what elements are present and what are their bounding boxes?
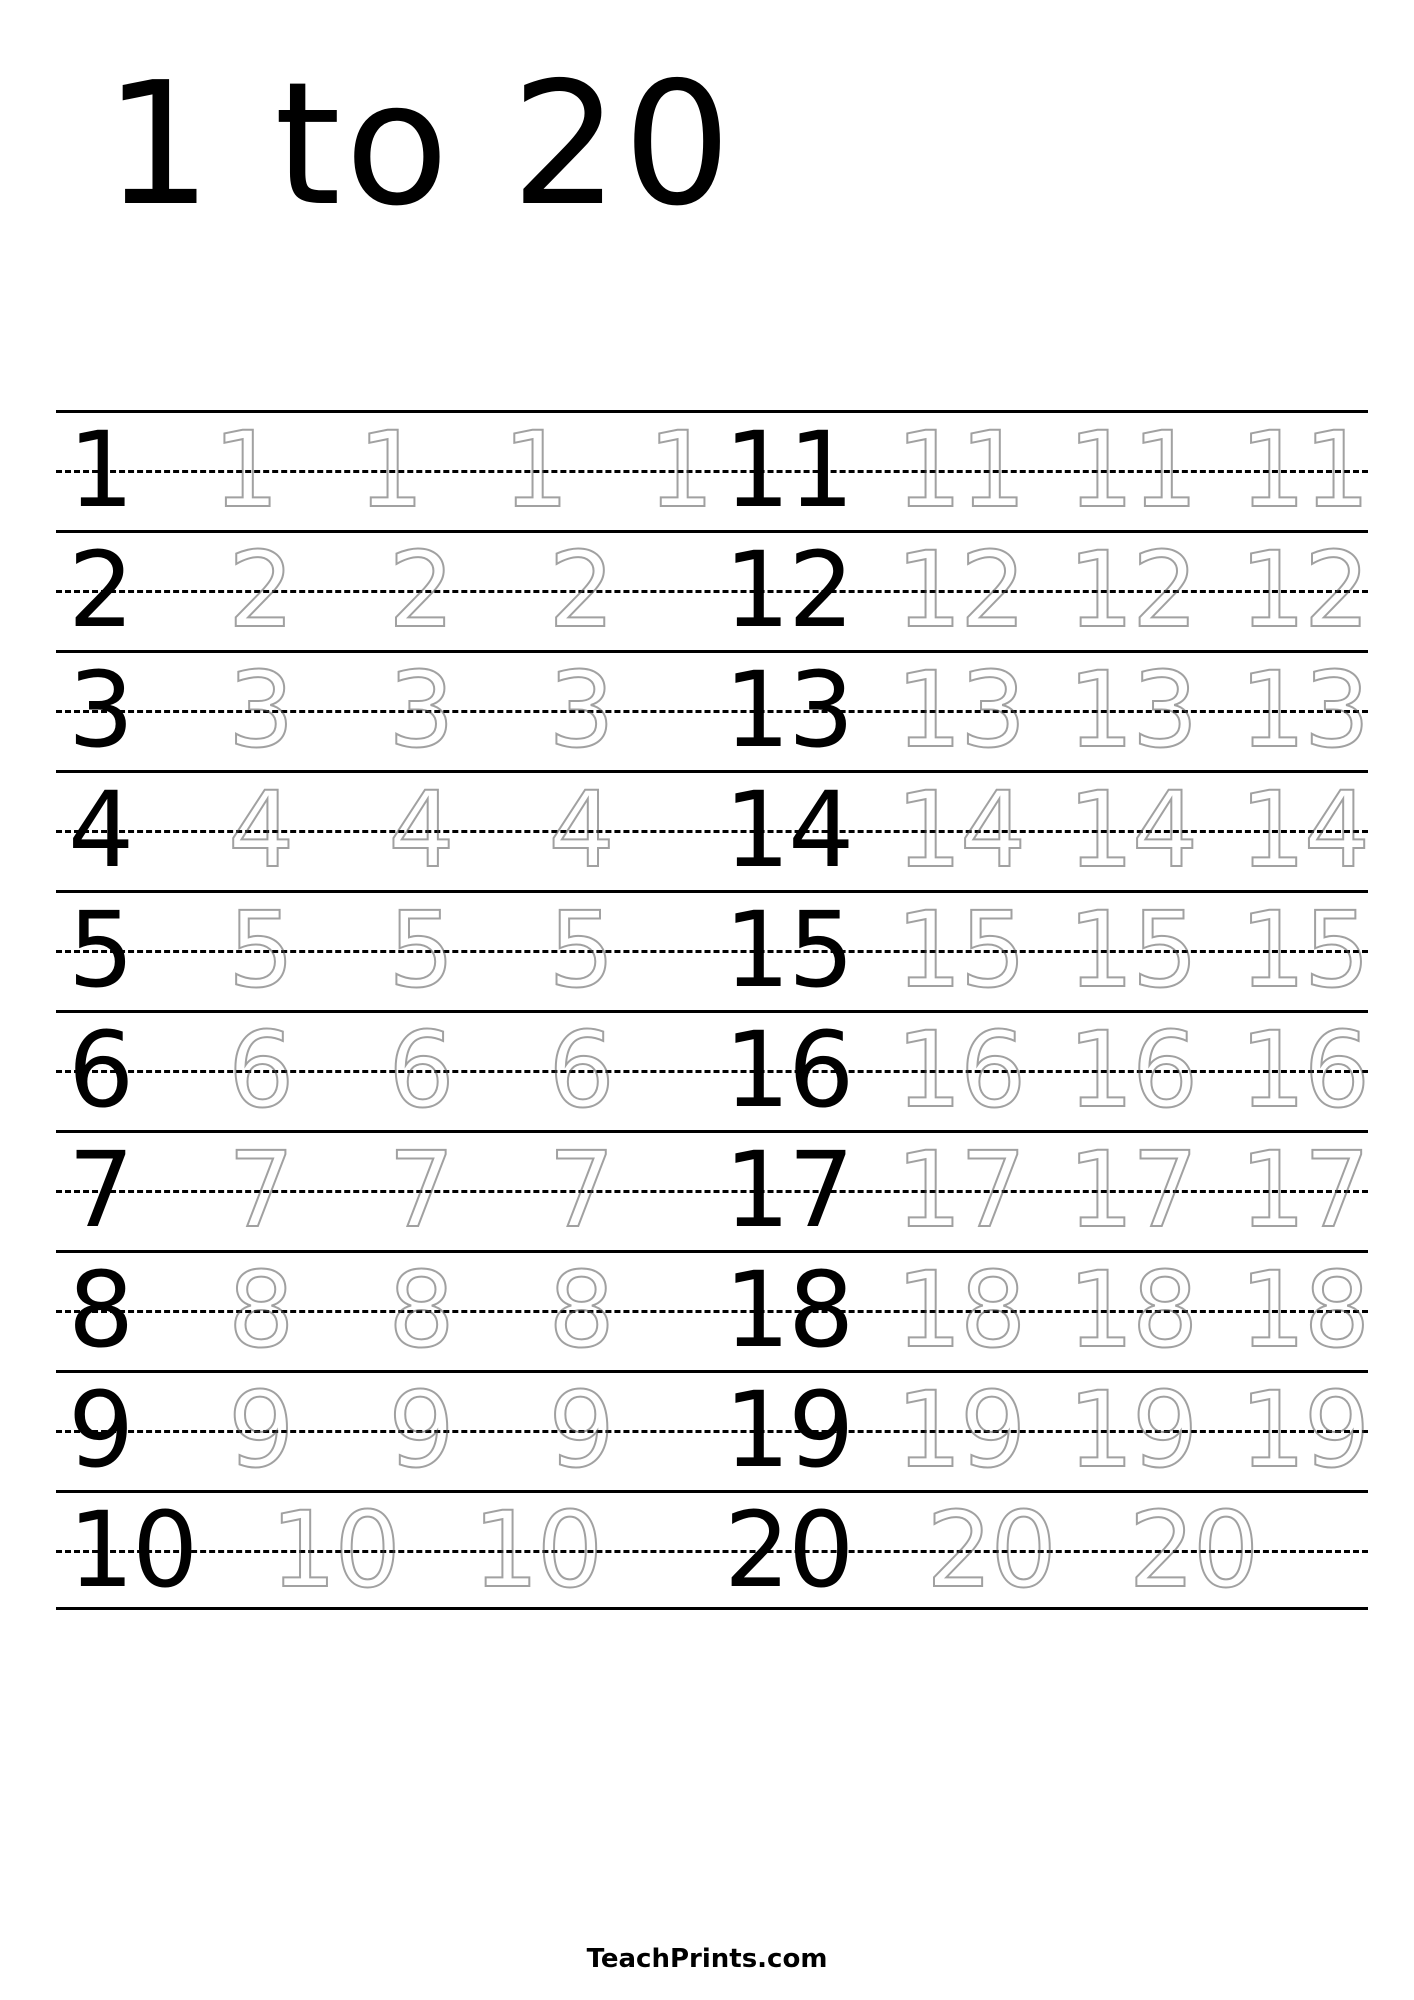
glyph-strip bbox=[56, 410, 712, 530]
trace-number[interactable]: 16 bbox=[1067, 1009, 1197, 1131]
glyph-strip bbox=[712, 410, 1368, 530]
trace-number[interactable]: 6 bbox=[548, 1009, 613, 1131]
trace-number[interactable]: 19 bbox=[895, 1369, 1025, 1491]
trace-number[interactable]: 4 bbox=[548, 769, 613, 891]
trace-number[interactable]: 18 bbox=[1067, 1249, 1197, 1371]
tracing-row bbox=[56, 1250, 1368, 1370]
model-number: 6 bbox=[68, 1009, 133, 1131]
tracing-rows bbox=[56, 410, 1368, 1610]
tracing-row bbox=[56, 410, 1368, 530]
row-half-left bbox=[56, 1490, 712, 1610]
row-half-right bbox=[712, 650, 1368, 770]
tracing-row bbox=[56, 530, 1368, 650]
trace-number[interactable]: 19 bbox=[1067, 1369, 1197, 1491]
row-half-right bbox=[712, 890, 1368, 1010]
trace-number[interactable]: 7 bbox=[388, 1129, 453, 1251]
trace-number[interactable]: 1 bbox=[357, 409, 423, 531]
trace-number[interactable]: 4 bbox=[228, 769, 293, 891]
row-half-left bbox=[56, 1010, 712, 1130]
model-number: 13 bbox=[724, 649, 853, 771]
trace-number[interactable]: 3 bbox=[228, 649, 293, 771]
trace-number[interactable]: 14 bbox=[1067, 769, 1197, 891]
trace-number[interactable]: 8 bbox=[228, 1249, 293, 1371]
trace-number[interactable]: 8 bbox=[548, 1249, 613, 1371]
trace-number[interactable]: 12 bbox=[1067, 529, 1197, 651]
glyph-strip bbox=[712, 1370, 1368, 1490]
model-number: 1 bbox=[68, 409, 133, 531]
glyph-strip bbox=[712, 890, 1368, 1010]
trace-number[interactable]: 1 bbox=[647, 409, 712, 531]
trace-number[interactable]: 11 bbox=[1239, 409, 1369, 531]
model-number: 20 bbox=[724, 1489, 853, 1611]
tracing-row bbox=[56, 1130, 1368, 1250]
row-half-left bbox=[56, 650, 712, 770]
row-half-right bbox=[712, 770, 1368, 890]
trace-number[interactable]: 17 bbox=[1067, 1129, 1197, 1251]
trace-number[interactable]: 20 bbox=[1128, 1489, 1258, 1611]
trace-number[interactable]: 6 bbox=[228, 1009, 293, 1131]
row-half-right bbox=[712, 1250, 1368, 1370]
tracing-row bbox=[56, 1010, 1368, 1130]
model-number: 10 bbox=[68, 1489, 197, 1611]
trace-number[interactable]: 2 bbox=[548, 529, 613, 651]
tracing-row bbox=[56, 890, 1368, 1010]
row-half-left bbox=[56, 1370, 712, 1490]
model-number: 2 bbox=[68, 529, 133, 651]
trace-number[interactable]: 10 bbox=[270, 1489, 399, 1611]
glyph-strip bbox=[56, 1130, 712, 1250]
row-half-left bbox=[56, 410, 712, 530]
trace-number[interactable]: 2 bbox=[388, 529, 453, 651]
trace-number[interactable]: 15 bbox=[1239, 889, 1369, 1011]
model-number: 12 bbox=[724, 529, 853, 651]
row-half-left bbox=[56, 890, 712, 1010]
tracing-row bbox=[56, 1370, 1368, 1490]
row-half-left bbox=[56, 770, 712, 890]
tracing-row bbox=[56, 1490, 1368, 1610]
trace-number[interactable]: 7 bbox=[228, 1129, 293, 1251]
model-number: 18 bbox=[724, 1249, 853, 1371]
trace-number[interactable]: 13 bbox=[1067, 649, 1197, 771]
trace-number[interactable]: 5 bbox=[548, 889, 613, 1011]
trace-number[interactable]: 17 bbox=[1239, 1129, 1369, 1251]
trace-number[interactable]: 14 bbox=[1239, 769, 1369, 891]
trace-number[interactable]: 1 bbox=[502, 409, 568, 531]
trace-number[interactable]: 12 bbox=[1239, 529, 1369, 651]
trace-number[interactable]: 16 bbox=[1239, 1009, 1369, 1131]
trace-number[interactable]: 3 bbox=[548, 649, 613, 771]
tracing-row bbox=[56, 770, 1368, 890]
model-number: 3 bbox=[68, 649, 133, 771]
trace-number[interactable]: 4 bbox=[388, 769, 453, 891]
trace-number[interactable]: 14 bbox=[895, 769, 1025, 891]
trace-number[interactable]: 7 bbox=[548, 1129, 613, 1251]
page-title: 1 to 20 bbox=[104, 46, 736, 244]
model-number: 7 bbox=[68, 1129, 133, 1251]
trace-number[interactable]: 19 bbox=[1239, 1369, 1369, 1491]
trace-number[interactable]: 18 bbox=[1239, 1249, 1369, 1371]
row-half-left bbox=[56, 1130, 712, 1250]
glyph-strip bbox=[712, 770, 1368, 890]
trace-number[interactable]: 9 bbox=[228, 1369, 293, 1491]
trace-number[interactable]: 5 bbox=[388, 889, 453, 1011]
glyph-strip bbox=[56, 1490, 712, 1610]
model-number: 11 bbox=[724, 409, 853, 531]
tracing-row bbox=[56, 650, 1368, 770]
glyph-strip bbox=[56, 890, 712, 1010]
model-number: 4 bbox=[68, 769, 133, 891]
row-half-right bbox=[712, 530, 1368, 650]
trace-number[interactable]: 6 bbox=[388, 1009, 453, 1131]
trace-number[interactable]: 11 bbox=[895, 409, 1025, 531]
trace-number[interactable]: 15 bbox=[1067, 889, 1197, 1011]
footer-credit: TeachPrints.com bbox=[586, 1944, 828, 1974]
trace-number[interactable]: 9 bbox=[548, 1369, 613, 1491]
glyph-strip bbox=[712, 1010, 1368, 1130]
glyph-strip bbox=[56, 650, 712, 770]
row-half-right bbox=[712, 1370, 1368, 1490]
trace-number[interactable]: 20 bbox=[926, 1489, 1055, 1611]
model-number: 15 bbox=[724, 889, 853, 1011]
glyph-strip bbox=[56, 1010, 712, 1130]
trace-number[interactable]: 3 bbox=[388, 649, 453, 771]
glyph-strip bbox=[56, 1250, 712, 1370]
trace-number[interactable]: 13 bbox=[895, 649, 1025, 771]
trace-number[interactable]: 13 bbox=[1239, 649, 1369, 771]
model-number: 5 bbox=[68, 889, 133, 1011]
trace-number[interactable]: 1 bbox=[212, 409, 278, 531]
glyph-strip bbox=[56, 1370, 712, 1490]
model-number: 17 bbox=[724, 1129, 853, 1251]
trace-number[interactable]: 9 bbox=[388, 1369, 453, 1491]
trace-number[interactable]: 17 bbox=[895, 1129, 1025, 1251]
row-half-right bbox=[712, 1130, 1368, 1250]
glyph-strip bbox=[56, 770, 712, 890]
glyph-strip bbox=[712, 530, 1368, 650]
glyph-strip bbox=[56, 530, 712, 650]
row-half-right bbox=[712, 1010, 1368, 1130]
trace-number[interactable]: 2 bbox=[228, 529, 293, 651]
glyph-strip bbox=[712, 650, 1368, 770]
row-half-right bbox=[712, 1490, 1368, 1610]
trace-number[interactable]: 10 bbox=[472, 1489, 602, 1611]
row-half-left bbox=[56, 530, 712, 650]
row-half-left bbox=[56, 1250, 712, 1370]
trace-number[interactable]: 8 bbox=[388, 1249, 453, 1371]
model-number: 14 bbox=[724, 769, 853, 891]
model-number: 19 bbox=[724, 1369, 853, 1491]
trace-number[interactable]: 11 bbox=[1067, 409, 1197, 531]
glyph-strip bbox=[712, 1250, 1368, 1370]
trace-number[interactable]: 12 bbox=[895, 529, 1025, 651]
glyph-strip bbox=[712, 1490, 1368, 1610]
glyph-strip bbox=[712, 1130, 1368, 1250]
trace-number[interactable]: 5 bbox=[228, 889, 293, 1011]
trace-number[interactable]: 16 bbox=[895, 1009, 1025, 1131]
model-number: 9 bbox=[68, 1369, 133, 1491]
row-half-right bbox=[712, 410, 1368, 530]
trace-number[interactable]: 15 bbox=[895, 889, 1025, 1011]
model-number: 8 bbox=[68, 1249, 133, 1371]
trace-number[interactable]: 18 bbox=[895, 1249, 1025, 1371]
model-number: 16 bbox=[724, 1009, 853, 1131]
